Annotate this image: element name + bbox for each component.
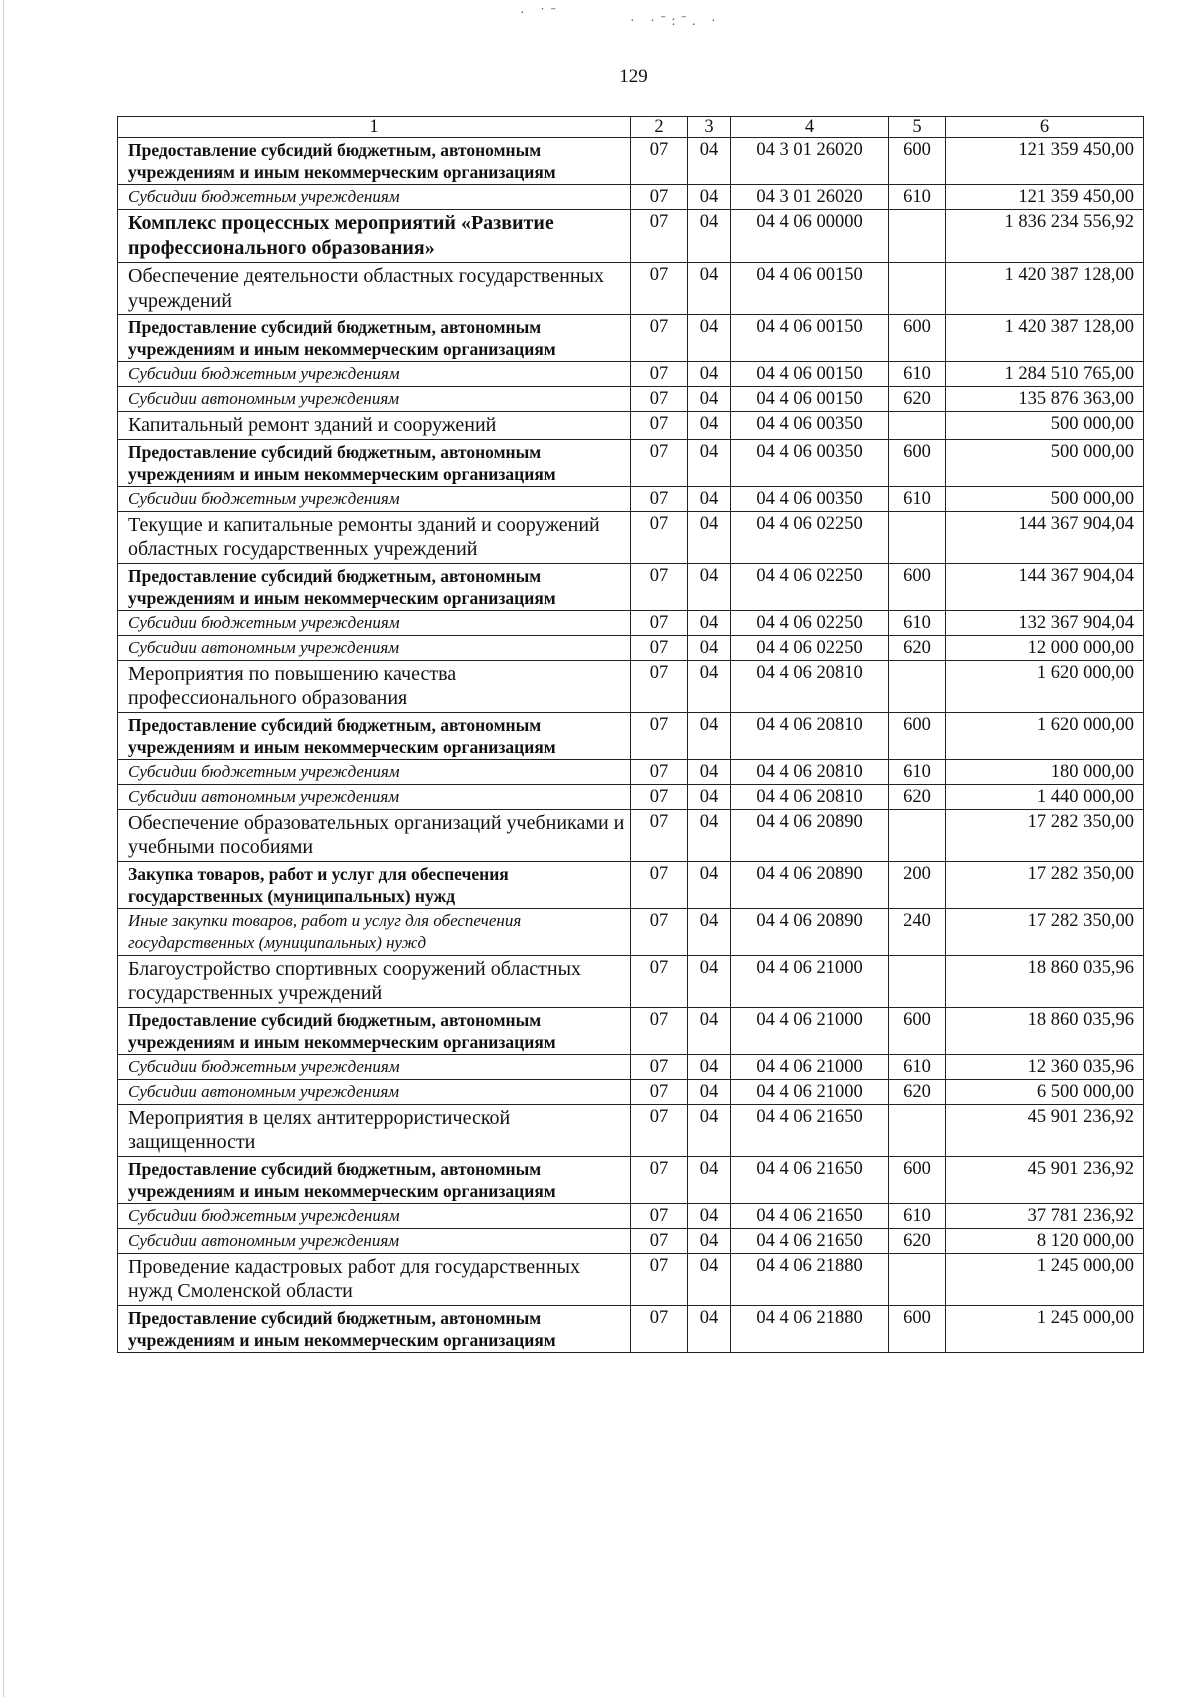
cell-section: 07: [631, 1007, 688, 1054]
cell-target-article: 04 4 06 02250: [731, 635, 889, 660]
cell-name: Предоставление субсидий бюджетным, автономным учреждениям и иным некоммерческим организациям: [118, 563, 631, 610]
cell-section: 07: [631, 1305, 688, 1352]
cell-amount: 144 367 904,04: [946, 511, 1144, 563]
header-cell: 1: [118, 117, 631, 138]
table-row: [118, 387, 1144, 412]
cell-expense-type: 620: [889, 1228, 946, 1253]
cell-expense-type: 600: [889, 138, 946, 185]
cell-expense-type: 600: [889, 315, 946, 362]
cell-subsection: 04: [688, 486, 731, 511]
cell-name: Мероприятия в целях антитеррористической защищенности: [118, 1104, 631, 1156]
header-cell: 6: [946, 117, 1144, 138]
cell-name: Субсидии бюджетным учреждениям: [118, 759, 631, 784]
cell-name: Предоставление субсидий бюджетным, автономным учреждениям и иным некоммерческим организациям: [118, 138, 631, 185]
cell-name: Субсидии автономным учреждениям: [118, 1228, 631, 1253]
cell-target-article: 04 4 06 21000: [731, 1007, 889, 1054]
cell-name: Закупка товаров, работ и услуг для обеспечения государственных (муниципальных) нужд: [118, 861, 631, 908]
cell-amount: 18 860 035,96: [946, 1007, 1144, 1054]
cell-subsection: 04: [688, 263, 731, 315]
table-row: [118, 439, 1144, 486]
cell-subsection: 04: [688, 315, 731, 362]
cell-subsection: 04: [688, 138, 731, 185]
cell-subsection: 04: [688, 784, 731, 809]
cell-target-article: 04 4 06 21650: [731, 1156, 889, 1203]
cell-amount: 1 284 510 765,00: [946, 362, 1144, 387]
table-row: [118, 1203, 1144, 1228]
cell-target-article: 04 4 06 00350: [731, 412, 889, 440]
cell-name: Благоустройство спортивных сооружений областных государственных учреждений: [118, 955, 631, 1007]
cell-target-article: 04 4 06 00150: [731, 263, 889, 315]
cell-name: Предоставление субсидий бюджетным, автономным учреждениям и иным некоммерческим организациям: [118, 1007, 631, 1054]
cell-amount: 37 781 236,92: [946, 1203, 1144, 1228]
cell-expense-type: 600: [889, 712, 946, 759]
cell-expense-type: [889, 210, 946, 263]
scan-speck: · ˙ˉ: [520, 6, 562, 21]
table-row: [118, 1104, 1144, 1156]
table-row: [118, 861, 1144, 908]
cell-expense-type: 610: [889, 610, 946, 635]
cell-subsection: 04: [688, 809, 731, 861]
cell-expense-type: 610: [889, 362, 946, 387]
cell-amount: 1 836 234 556,92: [946, 210, 1144, 263]
cell-amount: 121 359 450,00: [946, 185, 1144, 210]
table-row: [118, 1228, 1144, 1253]
cell-amount: 17 282 350,00: [946, 861, 1144, 908]
cell-amount: 500 000,00: [946, 439, 1144, 486]
cell-expense-type: [889, 1104, 946, 1156]
table-row: [118, 563, 1144, 610]
cell-name: Обеспечение образовательных организаций учебниками и учебными пособиями: [118, 809, 631, 861]
cell-expense-type: 200: [889, 861, 946, 908]
cell-expense-type: 240: [889, 908, 946, 955]
cell-subsection: 04: [688, 955, 731, 1007]
cell-expense-type: 620: [889, 1079, 946, 1104]
cell-name: Субсидии автономным учреждениям: [118, 635, 631, 660]
cell-subsection: 04: [688, 1079, 731, 1104]
cell-section: 07: [631, 955, 688, 1007]
cell-section: 07: [631, 210, 688, 263]
header-cell: 4: [731, 117, 889, 138]
cell-section: 07: [631, 511, 688, 563]
cell-target-article: 04 4 06 21000: [731, 1054, 889, 1079]
cell-name: Капитальный ремонт зданий и сооружений: [118, 412, 631, 440]
cell-amount: 17 282 350,00: [946, 809, 1144, 861]
table-row: [118, 210, 1144, 263]
cell-amount: 121 359 450,00: [946, 138, 1144, 185]
table-row: [118, 1054, 1144, 1079]
cell-name: Субсидии бюджетным учреждениям: [118, 1054, 631, 1079]
cell-section: 07: [631, 1054, 688, 1079]
cell-section: 07: [631, 412, 688, 440]
cell-expense-type: [889, 955, 946, 1007]
cell-expense-type: [889, 412, 946, 440]
cell-amount: 1 420 387 128,00: [946, 315, 1144, 362]
cell-section: 07: [631, 138, 688, 185]
cell-target-article: 04 4 06 00150: [731, 387, 889, 412]
cell-name: Предоставление субсидий бюджетным, автономным учреждениям и иным некоммерческим организациям: [118, 1305, 631, 1352]
cell-subsection: 04: [688, 1156, 731, 1203]
cell-subsection: 04: [688, 511, 731, 563]
cell-section: 07: [631, 610, 688, 635]
cell-amount: 132 367 904,04: [946, 610, 1144, 635]
cell-target-article: 04 4 06 21650: [731, 1203, 889, 1228]
cell-subsection: 04: [688, 712, 731, 759]
cell-section: 07: [631, 486, 688, 511]
cell-expense-type: 620: [889, 784, 946, 809]
table-row: [118, 1305, 1144, 1352]
cell-target-article: 04 4 06 20810: [731, 660, 889, 712]
cell-subsection: 04: [688, 563, 731, 610]
cell-expense-type: 610: [889, 486, 946, 511]
cell-subsection: 04: [688, 1054, 731, 1079]
cell-amount: 1 440 000,00: [946, 784, 1144, 809]
cell-target-article: 04 4 06 00150: [731, 315, 889, 362]
scan-edge-line: [3, 0, 4, 1697]
cell-section: 07: [631, 563, 688, 610]
header-cell: 2: [631, 117, 688, 138]
cell-amount: 500 000,00: [946, 486, 1144, 511]
cell-expense-type: 600: [889, 1305, 946, 1352]
cell-subsection: 04: [688, 1253, 731, 1305]
table-row: [118, 1079, 1144, 1104]
cell-section: 07: [631, 1228, 688, 1253]
table-row: [118, 809, 1144, 861]
cell-expense-type: [889, 263, 946, 315]
cell-subsection: 04: [688, 861, 731, 908]
table-row: [118, 1253, 1144, 1305]
cell-amount: 17 282 350,00: [946, 908, 1144, 955]
cell-amount: 1 620 000,00: [946, 660, 1144, 712]
cell-subsection: 04: [688, 1203, 731, 1228]
table-row: [118, 712, 1144, 759]
cell-name: Субсидии автономным учреждениям: [118, 387, 631, 412]
cell-subsection: 04: [688, 362, 731, 387]
cell-subsection: 04: [688, 908, 731, 955]
cell-name: Обеспечение деятельности областных государственных учреждений: [118, 263, 631, 315]
cell-target-article: 04 4 06 21880: [731, 1253, 889, 1305]
table-header-row: [118, 117, 1144, 138]
cell-target-article: 04 4 06 21650: [731, 1104, 889, 1156]
cell-target-article: 04 4 06 02250: [731, 610, 889, 635]
table-row: [118, 412, 1144, 440]
cell-section: 07: [631, 1156, 688, 1203]
cell-target-article: 04 4 06 00350: [731, 439, 889, 486]
table-row: [118, 263, 1144, 315]
cell-section: 07: [631, 712, 688, 759]
table-row: [118, 362, 1144, 387]
cell-expense-type: 610: [889, 185, 946, 210]
cell-amount: 45 901 236,92: [946, 1156, 1144, 1203]
cell-target-article: 04 4 06 20810: [731, 712, 889, 759]
cell-name: Субсидии автономным учреждениям: [118, 784, 631, 809]
cell-section: 07: [631, 362, 688, 387]
cell-section: 07: [631, 759, 688, 784]
header-cell: 5: [889, 117, 946, 138]
cell-section: 07: [631, 660, 688, 712]
cell-subsection: 04: [688, 412, 731, 440]
cell-subsection: 04: [688, 185, 731, 210]
table-row: [118, 759, 1144, 784]
cell-section: 07: [631, 1253, 688, 1305]
cell-subsection: 04: [688, 439, 731, 486]
table-row: [118, 635, 1144, 660]
cell-target-article: 04 4 06 20810: [731, 759, 889, 784]
cell-section: 07: [631, 439, 688, 486]
cell-section: 07: [631, 809, 688, 861]
cell-section: 07: [631, 1203, 688, 1228]
table-row: [118, 486, 1144, 511]
cell-target-article: 04 4 06 20890: [731, 861, 889, 908]
cell-name: Предоставление субсидий бюджетным, автономным учреждениям и иным некоммерческим организациям: [118, 439, 631, 486]
cell-target-article: 04 4 06 20890: [731, 809, 889, 861]
cell-amount: 1 620 000,00: [946, 712, 1144, 759]
cell-subsection: 04: [688, 635, 731, 660]
cell-target-article: 04 4 06 21650: [731, 1228, 889, 1253]
cell-section: 07: [631, 185, 688, 210]
cell-expense-type: 600: [889, 1156, 946, 1203]
cell-name: Предоставление субсидий бюджетным, автономным учреждениям и иным некоммерческим организациям: [118, 712, 631, 759]
cell-section: 07: [631, 1104, 688, 1156]
header-cell: 3: [688, 117, 731, 138]
cell-amount: 12 360 035,96: [946, 1054, 1144, 1079]
cell-name: Проведение кадастровых работ для государственных нужд Смоленской области: [118, 1253, 631, 1305]
cell-target-article: 04 4 06 21880: [731, 1305, 889, 1352]
table-row: [118, 660, 1144, 712]
cell-section: 07: [631, 635, 688, 660]
cell-subsection: 04: [688, 1007, 731, 1054]
cell-subsection: 04: [688, 387, 731, 412]
cell-target-article: 04 3 01 26020: [731, 185, 889, 210]
cell-target-article: 04 4 06 00150: [731, 362, 889, 387]
cell-section: 07: [631, 861, 688, 908]
cell-name: Субсидии бюджетным учреждениям: [118, 1203, 631, 1228]
cell-name: Субсидии бюджетным учреждениям: [118, 185, 631, 210]
table-row: [118, 511, 1144, 563]
scan-speck: · ·ˉ:ˉ. ·: [630, 14, 722, 29]
cell-expense-type: 610: [889, 1054, 946, 1079]
budget-table: [117, 116, 1144, 1353]
table-row: [118, 1007, 1144, 1054]
cell-name: Иные закупки товаров, работ и услуг для обеспечения государственных (муниципальных) нужд: [118, 908, 631, 955]
table-row: [118, 955, 1144, 1007]
cell-amount: 135 876 363,00: [946, 387, 1144, 412]
cell-amount: 45 901 236,92: [946, 1104, 1144, 1156]
cell-name: Предоставление субсидий бюджетным, автономным учреждениям и иным некоммерческим организациям: [118, 1156, 631, 1203]
cell-name: Субсидии бюджетным учреждениям: [118, 610, 631, 635]
table-row: [118, 908, 1144, 955]
cell-subsection: 04: [688, 1305, 731, 1352]
cell-amount: 500 000,00: [946, 412, 1144, 440]
cell-target-article: 04 4 06 20890: [731, 908, 889, 955]
cell-name: Текущие и капитальные ремонты зданий и сооружений областных государственных учреждений: [118, 511, 631, 563]
table-row: [118, 1156, 1144, 1203]
cell-target-article: 04 4 06 02250: [731, 563, 889, 610]
table-row: [118, 784, 1144, 809]
cell-section: 07: [631, 908, 688, 955]
cell-section: 07: [631, 315, 688, 362]
cell-expense-type: [889, 809, 946, 861]
cell-expense-type: 610: [889, 759, 946, 784]
cell-expense-type: 620: [889, 387, 946, 412]
cell-name: Предоставление субсидий бюджетным, автономным учреждениям и иным некоммерческим организациям: [118, 315, 631, 362]
cell-amount: 8 120 000,00: [946, 1228, 1144, 1253]
cell-subsection: 04: [688, 210, 731, 263]
cell-expense-type: 600: [889, 439, 946, 486]
cell-target-article: 04 4 06 00000: [731, 210, 889, 263]
cell-expense-type: [889, 511, 946, 563]
cell-subsection: 04: [688, 759, 731, 784]
cell-amount: 1 245 000,00: [946, 1305, 1144, 1352]
cell-section: 07: [631, 784, 688, 809]
cell-target-article: 04 4 06 21000: [731, 1079, 889, 1104]
table-body: [118, 138, 1144, 1353]
table-row: [118, 610, 1144, 635]
cell-subsection: 04: [688, 1104, 731, 1156]
cell-amount: 12 000 000,00: [946, 635, 1144, 660]
cell-target-article: 04 3 01 26020: [731, 138, 889, 185]
cell-subsection: 04: [688, 610, 731, 635]
cell-target-article: 04 4 06 21000: [731, 955, 889, 1007]
cell-amount: 180 000,00: [946, 759, 1144, 784]
cell-name: Субсидии бюджетным учреждениям: [118, 486, 631, 511]
table-row: [118, 138, 1144, 185]
cell-name: Субсидии бюджетным учреждениям: [118, 362, 631, 387]
cell-amount: 1 245 000,00: [946, 1253, 1144, 1305]
cell-expense-type: [889, 660, 946, 712]
cell-name: Комплекс процессных мероприятий «Развитие профессионального образования»: [118, 210, 631, 263]
cell-target-article: 04 4 06 00350: [731, 486, 889, 511]
cell-expense-type: 610: [889, 1203, 946, 1228]
cell-amount: 1 420 387 128,00: [946, 263, 1144, 315]
cell-name: Мероприятия по повышению качества профессионального образования: [118, 660, 631, 712]
cell-section: 07: [631, 263, 688, 315]
cell-expense-type: 600: [889, 1007, 946, 1054]
cell-target-article: 04 4 06 02250: [731, 511, 889, 563]
cell-amount: 18 860 035,96: [946, 955, 1144, 1007]
cell-subsection: 04: [688, 1228, 731, 1253]
cell-section: 07: [631, 387, 688, 412]
table-row: [118, 185, 1144, 210]
cell-amount: 6 500 000,00: [946, 1079, 1144, 1104]
cell-subsection: 04: [688, 660, 731, 712]
table-row: [118, 315, 1144, 362]
cell-expense-type: 600: [889, 563, 946, 610]
cell-target-article: 04 4 06 20810: [731, 784, 889, 809]
cell-expense-type: [889, 1253, 946, 1305]
page-number: 129: [619, 66, 648, 87]
cell-name: Субсидии автономным учреждениям: [118, 1079, 631, 1104]
cell-amount: 144 367 904,04: [946, 563, 1144, 610]
cell-expense-type: 620: [889, 635, 946, 660]
cell-section: 07: [631, 1079, 688, 1104]
